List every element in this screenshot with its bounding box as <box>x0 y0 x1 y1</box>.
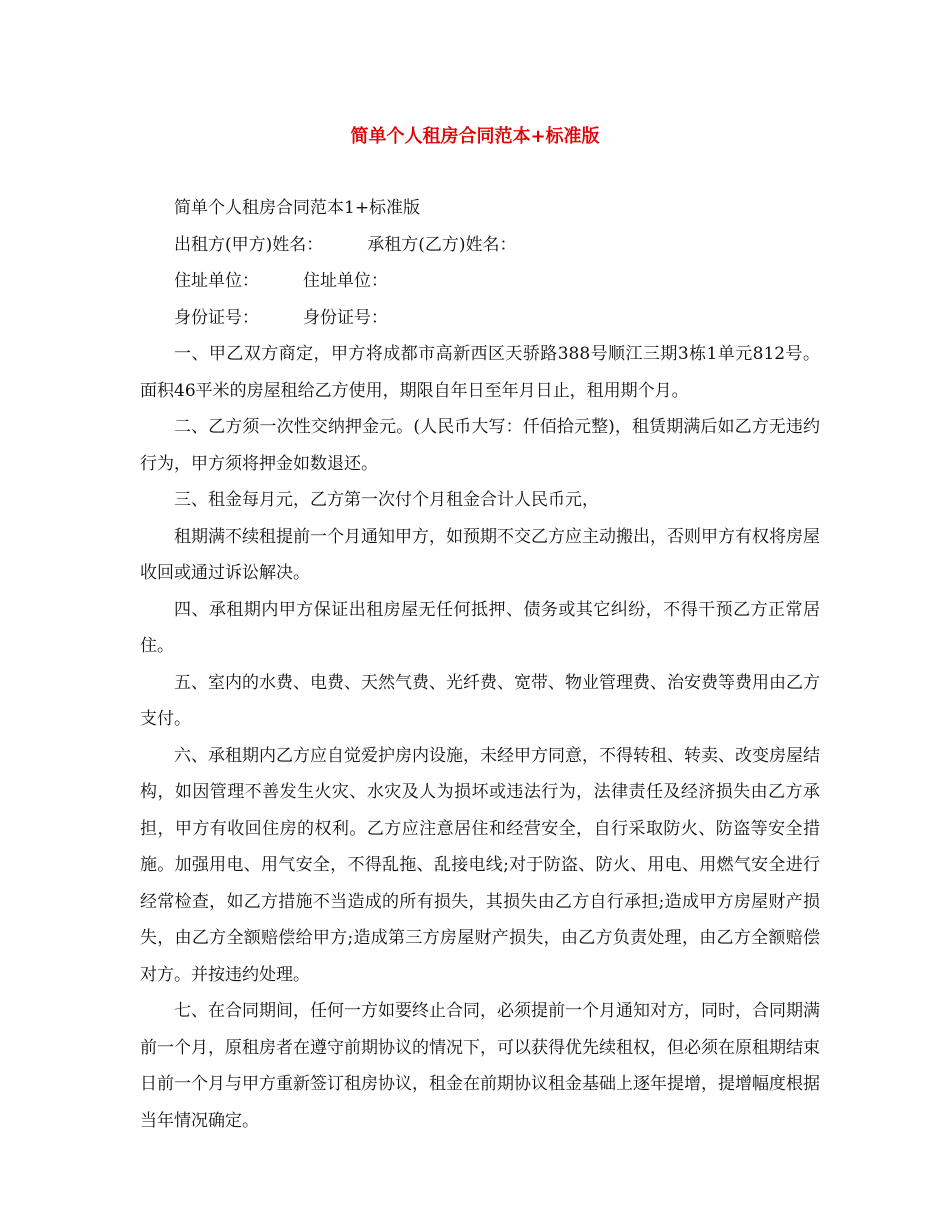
party-names-line <box>140 227 820 264</box>
lessee-address-label: 住址单位： <box>303 271 388 291</box>
lessor-address-label: 住址单位： <box>174 271 259 291</box>
party-id-line <box>140 300 820 337</box>
lessee-name-label: 承租方(乙方)姓名： <box>367 234 517 255</box>
lessor-name-label: 出租方(甲方)姓名： <box>174 234 324 255</box>
clause-7: 七、在合同期间，任何一方如要终止合同，必须提前一个月通知对方，同时，合同期满前一个月，原租房者在遵守前期协议的情况下，可以获得优先续租权，但必须在原租期结束日前一个月与甲方重新签订租房协议，租金在前期协议租金基础上逐年提增，提增幅度根据当年情况确定。 <box>140 1001 820 1131</box>
document-title: 简单个人租房合同范本+标准版 <box>350 126 600 147</box>
lessor-id-label: 身份证号： <box>174 307 259 328</box>
document-subtitle: 简单个人租房合同范本1+标准版 <box>174 198 421 218</box>
clause-5: 五、室内的水费、电费、天然气费、光纤费、宽带、物业管理费、治安费等费用由乙方支付。 <box>140 672 820 729</box>
clause-2: 二、乙方须一次性交纳押金元。(人民币大写：仟佰拾元整)，租赁期满后如乙方无违约行为，甲方须将押金如数退还。 <box>140 417 820 474</box>
lessee-id-label: 身份证号： <box>303 307 388 328</box>
clause-4: 四、承租期内甲方保证出租房屋无任何抵押、债务或其它纠纷，不得干预乙方正常居住。 <box>140 599 820 656</box>
party-address-line <box>140 263 820 300</box>
clause-1: 一、甲乙双方商定，甲方将成都市高新西区天骄路388号顺江三期3栋1单元812号。面积46平米的房屋租给乙方使用，期限自年日至年月日止，租用期个月。 <box>140 344 820 401</box>
clause-3: 三、租金每月元，乙方第一次付个月租金合计人民币元， <box>174 490 599 510</box>
clause-3-continued: 租期满不续租提前一个月通知甲方，如预期不交乙方应主动搬出，否则甲方有权将房屋收回或通过诉讼解决。 <box>140 526 820 583</box>
document-body <box>140 190 820 1139</box>
clause-6: 六、承租期内乙方应自觉爱护房内设施，未经甲方同意，不得转租、转卖、改变房屋结构，如因管理不善发生火灾、水灾及人为损坏或违法行为，法律责任及经济损失由乙方承担，甲方有收回住房的权利。乙方应注意居住和经营安全，自行采取防火、防盗等安全措施。加强用电、用气安全，不得乱拖、乱接电线;对于防盗、防火、用电、用燃气安全进行经常检查，如乙方措施不当造成的所有损失，其损失由乙方自行承担;造成甲方房屋财产损失，由乙方全额赔偿给甲方;造成第三方房屋财产损失，由乙方负责处理，由乙方全额赔偿对方。并按违约处理。 <box>140 745 820 985</box>
